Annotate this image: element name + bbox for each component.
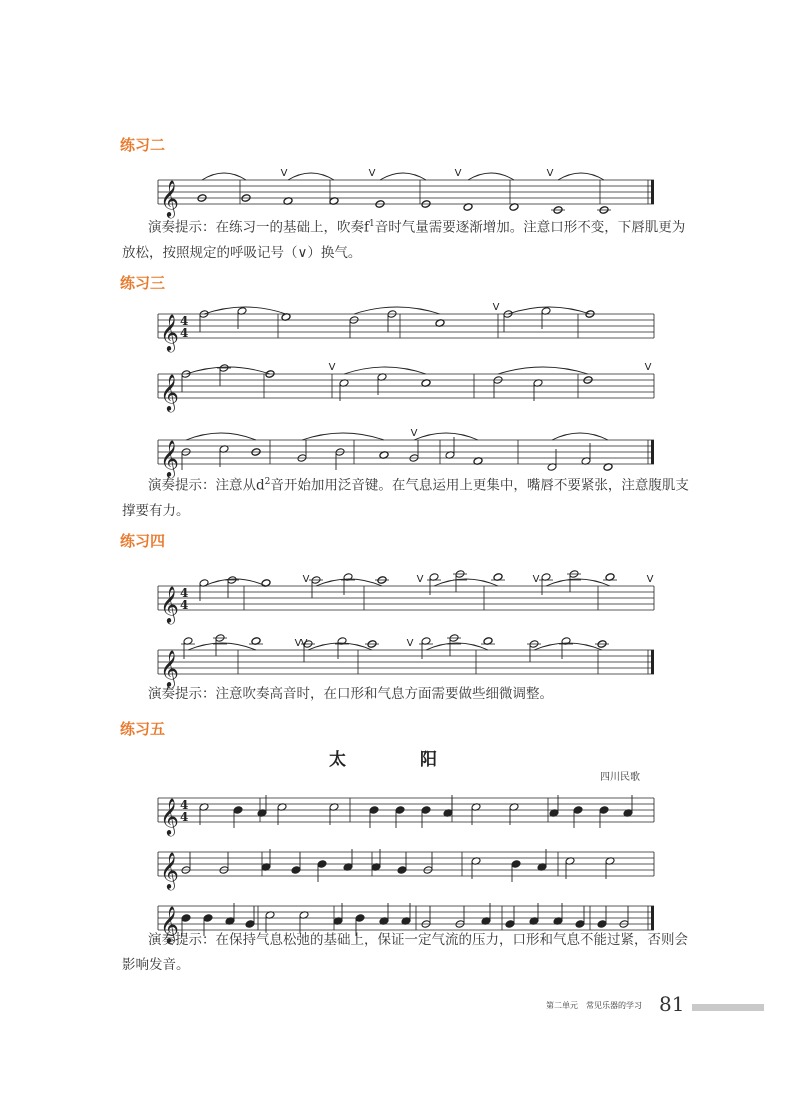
note-head	[397, 866, 407, 875]
exercise-5-staff-2	[158, 840, 654, 889]
note-head	[599, 806, 609, 815]
tip-note-name: f	[364, 219, 369, 236]
note-head	[203, 914, 213, 923]
time-signature-bottom: 4	[180, 598, 189, 612]
slur	[468, 173, 514, 180]
slur	[302, 433, 384, 440]
exercise-4-staff-1	[158, 574, 654, 623]
treble-clef-icon: 𝄞	[160, 905, 179, 943]
song-title: 太 阳	[329, 750, 471, 770]
slur	[202, 173, 246, 180]
exercise-3-staff-1	[158, 302, 654, 351]
breath-mark: V	[300, 638, 308, 649]
breath-mark: V	[646, 574, 654, 585]
breath-mark: V	[644, 362, 652, 373]
time-signature-top: 4	[180, 314, 189, 328]
slur	[552, 433, 608, 440]
treble-clef-icon: 𝄞	[160, 313, 179, 351]
tip-text-before: 演奏提示：在练习一的基础上，吹奏	[148, 219, 364, 236]
time-signature-bottom: 4	[180, 810, 189, 824]
breath-mark: V	[410, 428, 418, 439]
tip-note-octave: 1	[369, 219, 375, 229]
note-head	[245, 920, 255, 929]
note-head	[291, 866, 301, 875]
treble-clef-icon: 𝄞	[160, 797, 179, 835]
note-head	[317, 860, 327, 869]
note-head	[421, 806, 431, 815]
tip-text-before: 演奏提示：注意从	[148, 477, 256, 494]
exercise-2-staff	[158, 168, 654, 217]
exercise-5-staff-1	[158, 786, 654, 835]
slur	[288, 173, 334, 180]
final-barline-thick	[651, 650, 654, 674]
breath-mark: V	[532, 574, 540, 585]
song-origin: 四川民歌	[600, 772, 640, 783]
tip-text-after: 音时气量需要逐渐增加。注意口形不变，下唇肌更为放松，按照规定的呼吸记号（∨）换气。	[122, 219, 686, 261]
note-head	[505, 920, 515, 929]
treble-clef-icon: 𝄞	[160, 649, 179, 687]
exercise-5-tip: 演奏提示：在保持气息松弛的基础上，保证一定气流的压力，口形和气息不能过紧，否则会影响发音。	[122, 932, 688, 973]
slur	[414, 433, 478, 440]
slur	[354, 307, 440, 314]
exercise-4-tip: 演奏提示：注意吹奏高音时，在口形和气息方面需要做些细微调整。	[148, 686, 553, 702]
breath-mark: V	[328, 362, 336, 373]
slur	[498, 367, 588, 374]
note-head	[597, 920, 607, 929]
final-barline-thick	[651, 440, 654, 464]
final-barline-thick	[651, 906, 654, 930]
breath-mark: V	[454, 168, 462, 179]
final-barline-thick	[651, 180, 654, 204]
breath-mark: V	[294, 638, 302, 649]
breath-mark: V	[368, 168, 376, 179]
slur	[558, 173, 604, 180]
note-head	[181, 914, 191, 923]
tip-note-octave: 2	[264, 477, 271, 487]
exercise-3-tip	[122, 470, 698, 524]
breath-mark: V	[302, 574, 310, 585]
slur	[380, 173, 426, 180]
note-head	[511, 860, 521, 869]
footer-unit-label: 第二单元 常见乐器的学习	[546, 1001, 642, 1010]
treble-clef-icon: 𝄞	[160, 373, 179, 411]
exercise-3-staff-2	[158, 362, 654, 411]
breath-mark: V	[406, 638, 414, 649]
slur	[344, 367, 426, 374]
exercise-3-heading: 练习三	[120, 274, 166, 292]
note-head	[575, 920, 585, 929]
exercise-2-tip	[122, 212, 698, 266]
time-signature-bottom: 4	[180, 326, 189, 340]
page-number: 81	[659, 992, 685, 1016]
note-head	[369, 806, 379, 815]
tip-note-name: d	[256, 477, 265, 494]
exercise-4-heading: 练习四	[120, 532, 166, 550]
breath-mark: V	[546, 168, 554, 179]
treble-clef-icon: 𝄞	[160, 585, 179, 623]
exercise-4-staff-2	[158, 638, 654, 687]
time-signature-top: 4	[180, 586, 189, 600]
breath-mark: V	[416, 574, 424, 585]
breath-mark: V	[492, 302, 500, 313]
footer-decorative-bar	[692, 1004, 764, 1011]
note-head	[573, 806, 583, 815]
exercise-2-heading: 练习二	[120, 136, 166, 154]
treble-clef-icon: 𝄞	[160, 179, 179, 217]
treble-clef-icon: 𝄞	[160, 439, 179, 477]
time-signature-top: 4	[180, 798, 189, 812]
note-head	[355, 914, 365, 923]
note-head	[233, 806, 243, 815]
exercise-5-heading: 练习五	[120, 720, 166, 738]
breath-mark: V	[280, 168, 288, 179]
exercise-3-staff-3	[158, 428, 654, 477]
tip-text-after: 音开始加用泛音键。在气息运用上更集中，嘴唇不要紧张，注意腹肌支撑要有力。	[122, 477, 689, 519]
note-head	[395, 806, 405, 815]
slur	[186, 433, 256, 440]
treble-clef-icon: 𝄞	[160, 851, 179, 889]
